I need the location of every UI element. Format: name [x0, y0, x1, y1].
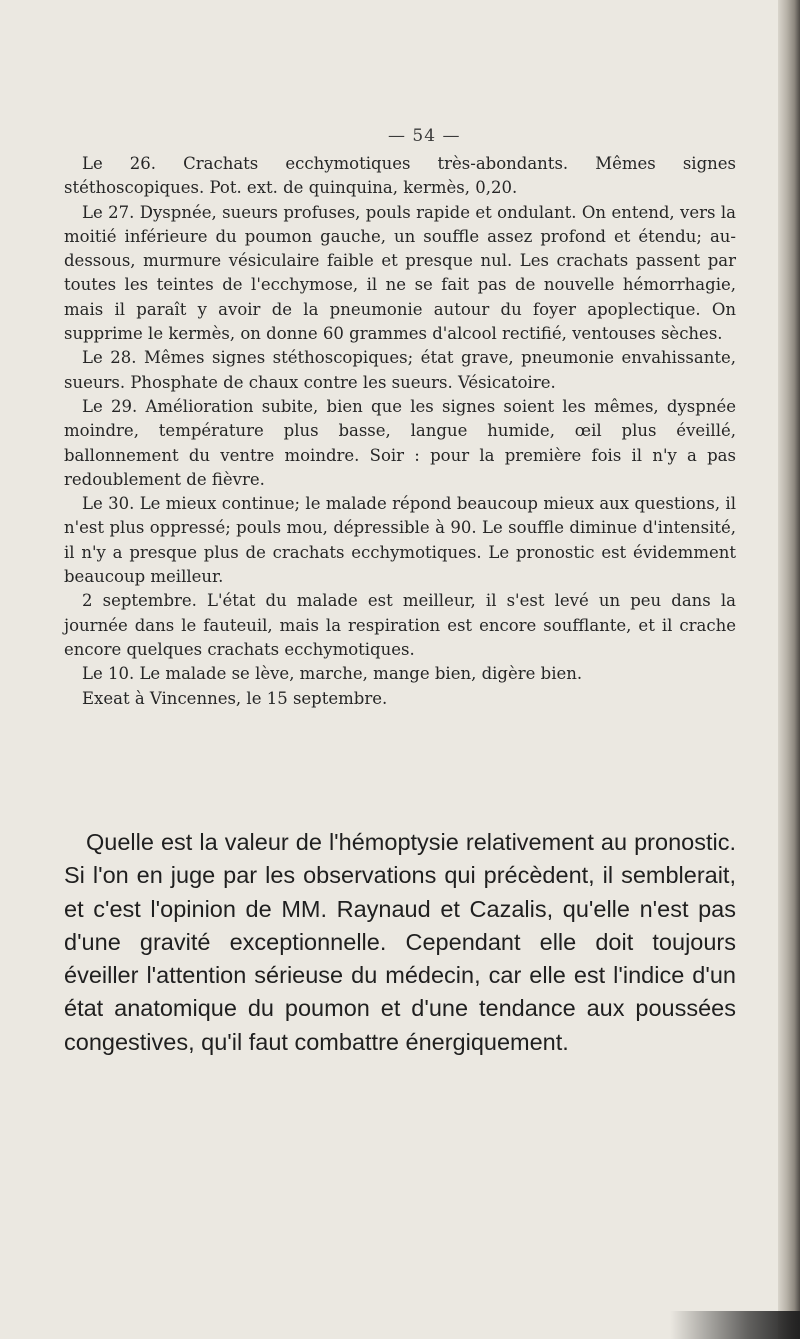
clinical-observation [64, 152, 736, 711]
page-edge-shadow [778, 0, 800, 1339]
entry-10: Le 10. Le malade se lève, marche, mange bien, digère bien. [82, 664, 583, 684]
entry-26: Le 26. Crachats ecchymotiques très-abondants. Mêmes signes stéthoscopiques. Pot. ext. de quinquina, kermès, 0,20. [64, 154, 736, 198]
entry-2-september: 2 septembre. L'état du malade est meilleur, il s'est levé un peu dans la journée dans le fauteuil, mais la respiration est encore soufflante, et il crache encore quelques crachats ecchymotiques. [64, 591, 736, 659]
corner-shadow [670, 1311, 800, 1339]
entry-30: Le 30. Le mieux continue; le malade répond beaucoup mieux aux questions, il n'est plus oppressé; pouls mou, dépressible à 90. Le souffle diminue d'intensité, il n'y a presque plus de crachats ecchymotiques. Le pronostic est évidemment beaucoup meilleur. [64, 494, 736, 587]
conclusion-paragraph: Quelle est la valeur de l'hémoptysie relativement au pronostic. Si l'on en juge par les observations qui précèdent, il semblerait, et c'est l'opinion de MM. Raynaud et Cazalis, qu'elle n'est pas d'une gravité exceptionnelle. Cependant elle doit toujours éveiller l'attention sérieuse du médecin, car elle est l'indice d'un état anatomique du poumon et d'une tendance aux poussées congestives, qu'il faut combattre énergiquement. [64, 829, 736, 1055]
page-number: — 54 — [388, 126, 461, 146]
entry-29: Le 29. Amélioration subite, bien que les signes soient les mêmes, dyspnée moindre, température plus basse, langue humide, œil plus éveillé, ballonnement du ventre moindre. Soir : pour la première fois il n'y a pas redoublement de fièvre. [64, 396, 736, 489]
conclusion-section [64, 826, 736, 1059]
entry-27: Le 27. Dyspnée, sueurs profuses, pouls rapide et ondulant. On entend, vers la moitié inférieure du poumon gauche, un souffle assez profond et étendu; au-dessous, murmure vésiculaire faible et presque nul. Les crachats passent par toutes les teintes de l'ecchymose, il ne se fait pas de nouvelle hémorrhagie, mais il paraît y avoir de la pneumonie autour du foyer apoplectique. On supprime le kermès, on donne 60 grammes d'alcool rectifié, ventouses sèches. [64, 202, 736, 344]
entry-exeat: Exeat à Vincennes, le 15 septembre. [82, 688, 388, 708]
entry-28: Le 28. Mêmes signes stéthoscopiques; état grave, pneumonie envahissante, sueurs. Phosphate de chaux contre les sueurs. Vésicatoire. [64, 348, 736, 392]
